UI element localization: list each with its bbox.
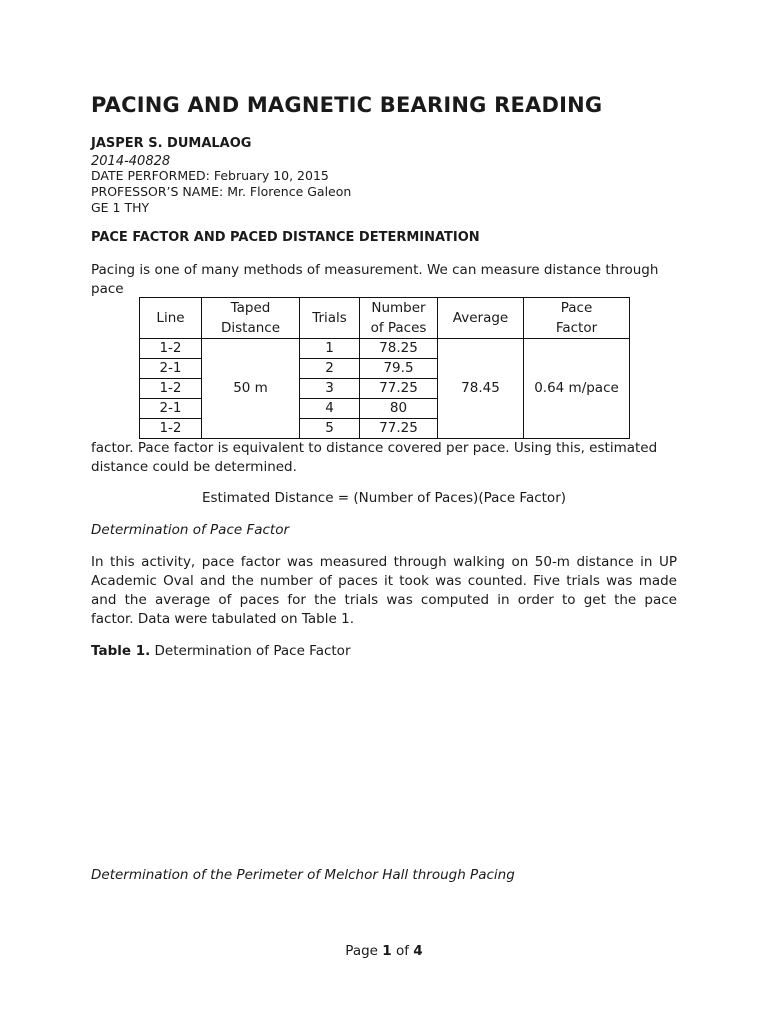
cell-line: 1-2	[140, 419, 202, 439]
cell-trial: 2	[300, 359, 360, 379]
cell-paces: 79.5	[360, 359, 438, 379]
cell-line: 1-2	[140, 379, 202, 399]
cell-trial: 5	[300, 419, 360, 439]
cell-paces: 78.25	[360, 339, 438, 359]
table-caption-text: Determination of Pace Factor	[150, 643, 351, 659]
author-name: JASPER S. DUMALAOG	[91, 136, 252, 151]
student-number: 2014-40828	[91, 154, 171, 169]
footer-current-page: 1	[382, 943, 392, 959]
body-line-3: and the average of paces for the trials was computed in order to get the pace	[91, 592, 677, 608]
body-line-2: Academic Oval and the number of paces it took was counted. Five trials was made	[91, 573, 677, 589]
table-row	[140, 339, 630, 359]
intro-line-2: pace	[91, 281, 124, 297]
course-code: GE 1 THY	[91, 200, 150, 215]
subheading-pace-factor: Determination of Pace Factor	[91, 522, 290, 538]
header-number-of-paces: Number of Paces	[360, 298, 438, 339]
footer-of-word: of	[391, 943, 414, 959]
footer-total-pages: 4	[413, 943, 423, 959]
cell-paces: 77.25	[360, 379, 438, 399]
cell-line: 2-1	[140, 359, 202, 379]
header-trials: Trials	[300, 298, 360, 339]
cell-trial: 4	[300, 399, 360, 419]
professor-name: PROFESSOR’S NAME: Mr. Florence Galeon	[91, 184, 352, 199]
header-pace-factor: Pace Factor	[524, 298, 630, 339]
cell-trial: 3	[300, 379, 360, 399]
page-footer	[0, 943, 768, 959]
document-title: PACING AND MAGNETIC BEARING READING	[91, 93, 603, 117]
table-caption	[91, 643, 351, 659]
after-table-line-1: factor. Pace factor is equivalent to distance covered per pace. Using this, estimated	[91, 440, 658, 456]
cell-line: 2-1	[140, 399, 202, 419]
intro-line-1: Pacing is one of many methods of measurement. We can measure distance through	[91, 262, 659, 278]
pace-factor-table	[139, 297, 630, 439]
body-line-4: factor. Data were tabulated on Table 1.	[91, 611, 354, 627]
date-performed: DATE PERFORMED: February 10, 2015	[91, 168, 329, 183]
cell-average: 78.45	[438, 339, 524, 439]
cell-trial: 1	[300, 339, 360, 359]
cell-pace-factor: 0.64 m/pace	[524, 339, 630, 439]
table-header-row	[140, 298, 630, 339]
table-caption-label: Table 1.	[91, 643, 151, 659]
header-taped-distance: Taped Distance	[202, 298, 300, 339]
cell-line: 1-2	[140, 339, 202, 359]
estimated-distance-formula: Estimated Distance = (Number of Paces)(Pace Factor)	[201, 490, 567, 506]
cell-taped-distance: 50 m	[202, 339, 300, 439]
header-line: Line	[140, 298, 202, 339]
section-heading: PACE FACTOR AND PACED DISTANCE DETERMINATION	[91, 230, 480, 245]
cell-paces: 80	[360, 399, 438, 419]
header-average: Average	[438, 298, 524, 339]
footer-page-word: Page	[345, 943, 383, 959]
body-line-1: In this activity, pace factor was measured through walking on 50-m distance in UP	[91, 554, 677, 570]
cell-paces: 77.25	[360, 419, 438, 439]
after-table-line-2: distance could be determined.	[91, 459, 297, 475]
subheading-perimeter: Determination of the Perimeter of Melchor Hall through Pacing	[91, 867, 515, 883]
